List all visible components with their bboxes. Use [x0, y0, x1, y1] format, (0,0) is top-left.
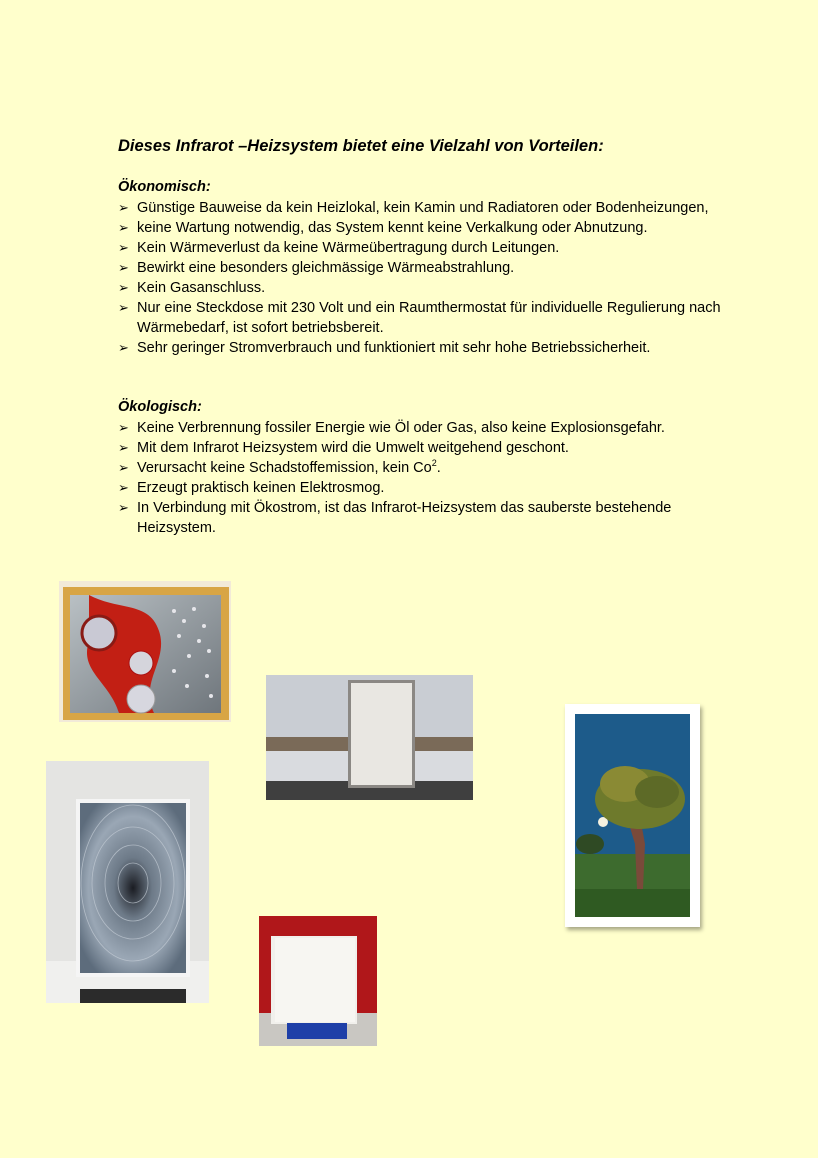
- list-item: ➢ Kein Gasanschluss.: [118, 280, 266, 296]
- list-item: ➢ Mit dem Infrarot Heizsystem wird die Umwelt weitgehend geschont.: [118, 440, 569, 456]
- list-item: ➢ Günstige Bauweise da kein Heizlokal, kein Kamin und Radiatoren oder Bodenheizungen,: [118, 200, 709, 216]
- list-item: ➢ In Verbindung mit Ökostrom, ist das Infrarot-Heizsystem das sauberste bestehende Heizsystem.: [118, 500, 672, 536]
- list-item: ➢ Bewirkt eine besonders gleichmässige Wärmeabstrahlung.: [118, 260, 515, 276]
- document-title: Dieses Infrarot –Heizsystem bietet eine Vielzahl von Vorteilen:: [118, 137, 604, 155]
- list-item: ➢ Sehr geringer Stromverbrauch und funktioniert mit sehr hohe Betriebssicherheit.: [118, 340, 651, 356]
- arrow-bullet-icon: ➢: [118, 420, 129, 435]
- arrow-bullet-icon: ➢: [118, 280, 129, 295]
- arrow-bullet-icon: ➢: [118, 240, 129, 255]
- list-item: ➢ keine Wartung notwendig, das System kennt keine Verkalkung oder Abnutzung.: [118, 220, 648, 236]
- section-heading-oekonomisch: Ökonomisch:: [118, 179, 211, 195]
- arrow-bullet-icon: ➢: [118, 300, 129, 315]
- arrow-bullet-icon: ➢: [118, 260, 129, 275]
- arrow-bullet-icon: ➢: [118, 200, 129, 215]
- arrow-bullet-icon: ➢: [118, 340, 129, 355]
- list-item: ➢ Nur eine Steckdose mit 230 Volt und ein Raumthermostat für individuelle Regulierung nach Wärmebedarf, ist sofort betriebsbereit.: [118, 300, 721, 336]
- arrow-bullet-icon: ➢: [118, 500, 129, 515]
- arrow-bullet-icon: ➢: [118, 440, 129, 455]
- spiral-pattern-panel-photo: [46, 761, 209, 1003]
- list-item: ➢ Keine Verbrennung fossiler Energie wie Öl oder Gas, also keine Explosionsgefahr.: [118, 420, 665, 436]
- list-item: ➢ Verursacht keine Schadstoffemission, kein Co$^2$.: [118, 458, 441, 476]
- tree-night-panel-photo: [565, 704, 700, 927]
- red-glass-art-panel-photo: [59, 581, 231, 722]
- section-heading-oekologisch: Ökologisch:: [118, 399, 202, 415]
- arrow-bullet-icon: ➢: [118, 480, 129, 495]
- list-item: ➢ Erzeugt praktisch keinen Elektrosmog.: [118, 480, 385, 496]
- arrow-bullet-icon: ➢: [118, 460, 129, 475]
- white-panel-leaning-photo: [266, 675, 473, 800]
- white-panel-on-stand-photo: [259, 916, 377, 1046]
- list-item: ➢ Kein Wärmeverlust da keine Wärmeübertragung durch Leitungen.: [118, 240, 560, 256]
- arrow-bullet-icon: ➢: [118, 220, 129, 235]
- bullet-list-oekologisch: [118, 418, 758, 538]
- bullet-list-oekonomisch: [118, 198, 758, 358]
